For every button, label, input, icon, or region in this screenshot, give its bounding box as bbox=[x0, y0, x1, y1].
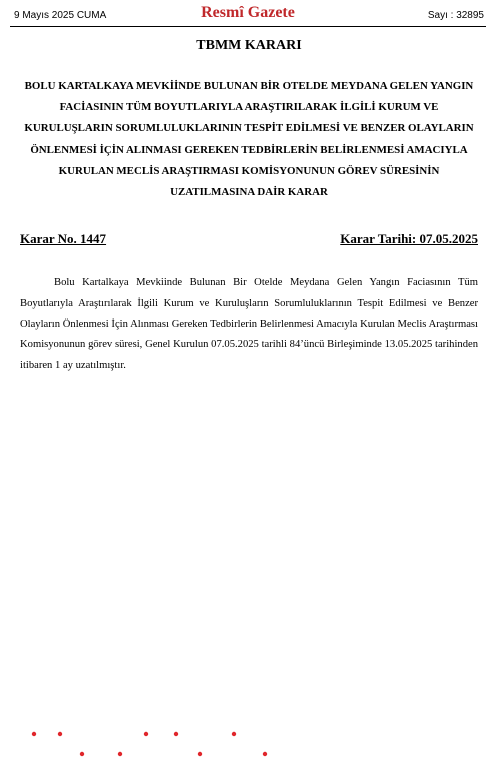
decision-body: Bolu Kartalkaya Mevkiinde Bulunan Bir Otelde Meydana Gelen Yangın Faciasının Tüm Boyutlarıyla Araştırılarak İlgili Kurum ve Kuruluşların Sorumluluklarının Tespit Edilmesi ve Benzer Olayların Önlenmesi İçin Alınması Gereken Tedbirlerin Belirlenmesi Amacıyla Kurulan Meclis Araştırması Komisyonunun görev süresi, Genel Kurulun 07.05.2025 tarihli 84’üncü Birleşiminde 13.05.2025 tarihinden itibaren 1 ay uzatılmıştır. bbox=[20, 277, 478, 372]
footer-dot bbox=[80, 752, 84, 756]
issue-number: Sayı : 32895 bbox=[427, 10, 484, 21]
decision-number: Karar No. 1447 bbox=[20, 231, 107, 246]
footer-dot bbox=[232, 732, 236, 736]
footer-dot bbox=[32, 732, 36, 736]
gazette-title: Resmî Gazete bbox=[201, 4, 295, 21]
decision-meta bbox=[20, 231, 478, 249]
decision-date: Karar Tarihi: 07.05.2025 bbox=[340, 231, 478, 246]
footer-dot bbox=[263, 752, 267, 756]
document-heading: BOLU KARTALKAYA MEVKİİNDE BULUNAN BİR OTELDE MEYDANA GELEN YANGIN FACİASININ TÜM BOYUTLARIYLA ARAŞTIRILARAK İLGİLİ KURUM VE KURULUŞLARIN SORUMLULUKLARININ TESPİT EDİLMESİ VE BENZER OLAYLARIN ÖNLENMESİ İÇİN ALINMASI GEREKEN TEDBİRLERİN BELİRLENMESİ AMACIYLA KURULAN MECLİS ARAŞTIRMASI KOMİSYONUNUN GÖREV SÜRESİNİN UZATILMASINA DAİR KARAR bbox=[24, 80, 474, 199]
issue-date: 9 Mayıs 2025 CUMA bbox=[14, 10, 107, 21]
footer-dot bbox=[174, 732, 178, 736]
footer-decoration bbox=[0, 726, 300, 760]
document-type: TBMM KARARI bbox=[196, 38, 302, 53]
footer-dot bbox=[58, 732, 62, 736]
footer-dot bbox=[198, 752, 202, 756]
gazette-header bbox=[10, 4, 486, 27]
footer-dot bbox=[144, 732, 148, 736]
footer-dot bbox=[118, 752, 122, 756]
